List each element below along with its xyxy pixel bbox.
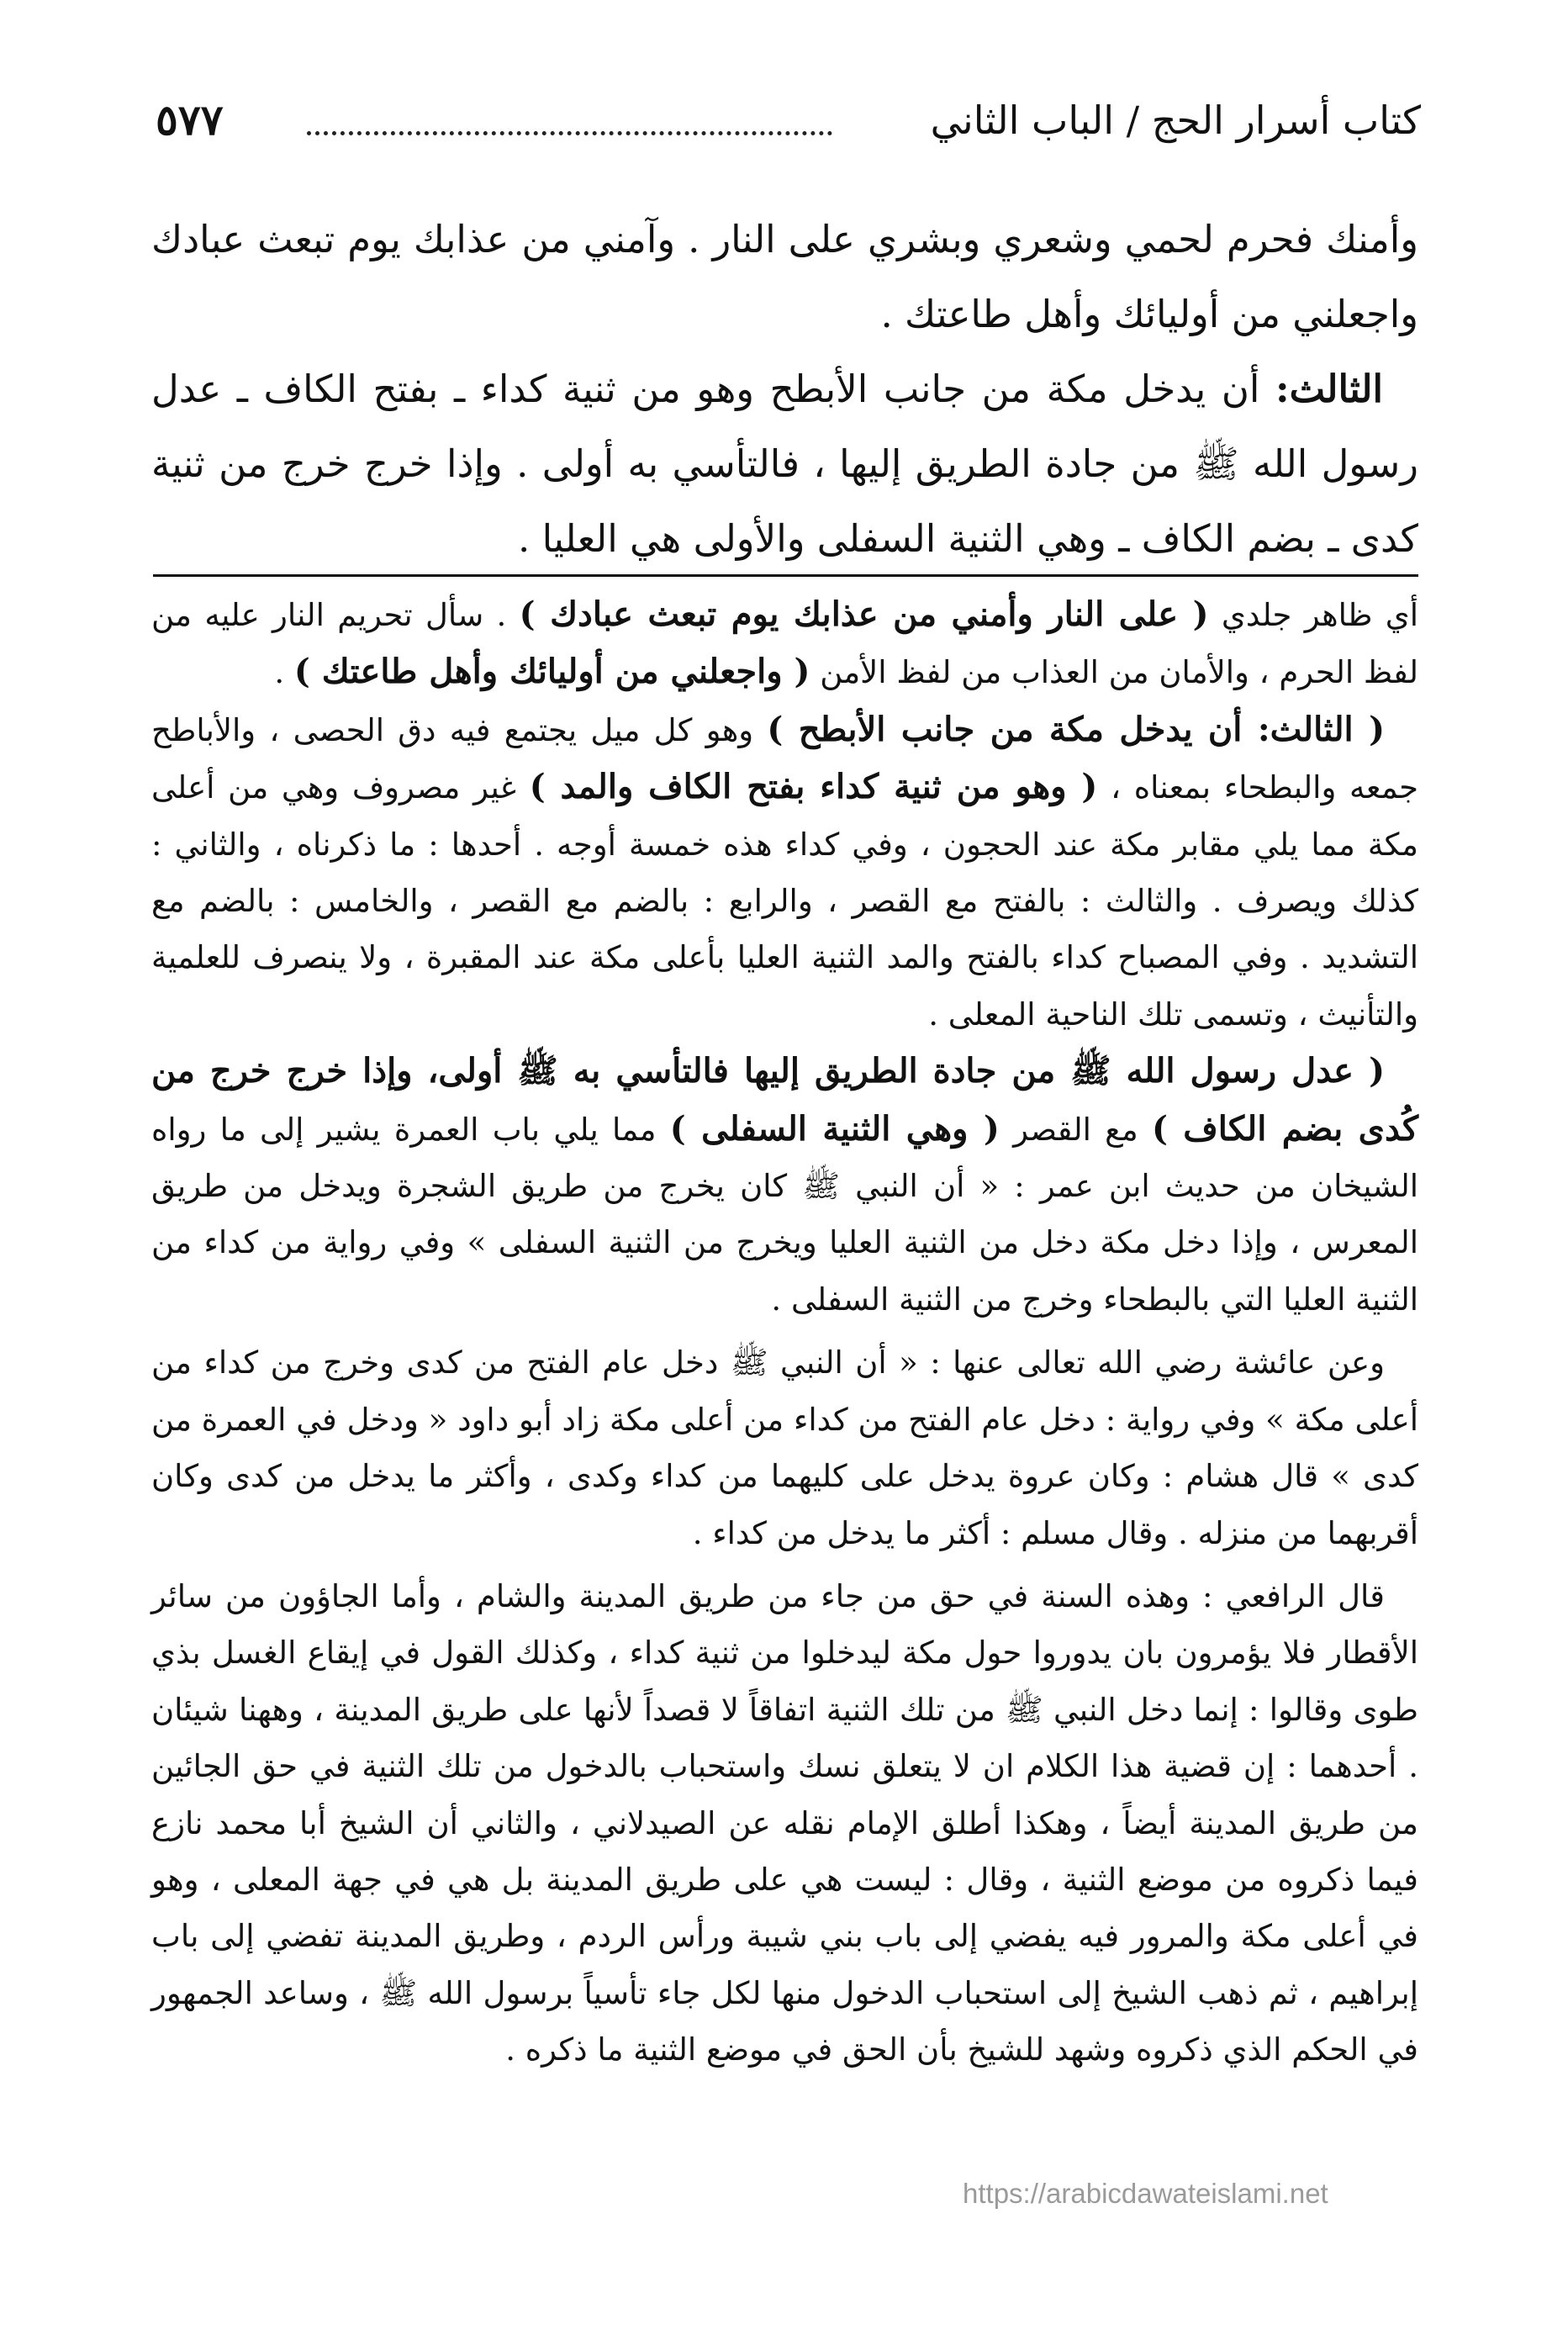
commentary-paragraph-3 bbox=[151, 1043, 1418, 1328]
commentary-quote: ( واجعلني من أوليائك وأهل طاعتك ) bbox=[293, 652, 810, 692]
commentary-paragraph-4: وعن عائشة رضي الله تعالى عنها : « أن النبي ﷺ دخل عام الفتح من كدى وخرج من كداء من أعلى مكة » وفي رواية : دخل عام الفتح من كداء من أعلى مكة زاد أبو داود « ودخل في العمرة من كدى » قال هشام : وكان عروة يدخل على كليهما من كداء وكدى ، وأكثر ما يدخل من كدى وكان أقربهما من منزله . وقال مسلم : أكثر ما يدخل من كداء . bbox=[151, 1344, 1418, 1551]
commentary-text: وهو كل ميل يجتمع فيه دق الحصى ، والأباطح جمعه والبطحاء بمعناه ، bbox=[151, 711, 1418, 806]
commentary-quote: ( عدل رسول الله ﷺ من جادة الطريق إليها فالتأسي به ﷺ أولى، وإذا خرج خرج من كُدى بضم الكاف ) bbox=[151, 1051, 1419, 1149]
commentary-paragraph-5: قال الرافعي : وهذه السنة في حق من جاء من طريق المدينة والشام ، وأما الجاؤون من سائر الأقطار فلا يؤمرون بان يدوروا حول مكة ليدخلوا من ثنية كداء ، وكذلك القول في إيقاع الغسل بذي طوى وقالوا : إنما دخل النبي ﷺ من تلك الثنية اتفاقاً لا قصداً لأنها على طريق المدينة ، وههنا شيئان . أحدهما : إن قضية هذا الكلام ان لا يتعلق نسك واستحباب بالدخول من تلك الثنية في حق الجائين من طريق المدينة أيضاً ، وهكذا أطلق الإمام نقله عن الصيدلاني ، والثاني أن الشيخ أبا محمد نازع فيما ذكروه من موضع الثنية ، وقال : ليست هي على طريق المدينة بل هي في جهة المعلى ، وهو في أعلى مكة والمرور فيه يفضي إلى باب بني شيبة ورأس الردم ، وطريق المدينة تفضي إلى باب إبراهيم ، ثم ذهب الشيخ إلى استحباب الدخول منها لكل جاء تأسياً برسول الله ﷺ ، وساعد الجمهور في الحكم الذي ذكروه وشهد للشيخ بأن الحق في موضع الثنية ما ذكره . bbox=[151, 1577, 1418, 2068]
main-paragraph-2-text: أن يدخل مكة من جانب الأبطح وهو من ثنية كداء ـ بفتح الكاف ـ عدل رسول الله ﷺ من جادة الطريق إليها ، فالتأسي به أولى . وإذا خرج خرج من ثنية كدى ـ بضم الكاف ـ وهي الثنية السفلى والأولى هي العليا . bbox=[151, 367, 1418, 561]
commentary-text: مما يلي باب العمرة يشير إلى ما رواه الشيخان من حديث ابن عمر : « أن النبي ﷺ كان يخرج من طريق الشجرة ويدخل من طريق المعرس ، وإذا دخل مكة دخل من الثنية العليا ويخرج من الثنية السفلى » وفي رواية من كداء من الثنية العليا التي بالبطحاء وخرج من الثنية السفلى . bbox=[151, 1111, 1418, 1318]
commentary-quote: ( وهو من ثنية كداء بفتح الكاف والمد ) bbox=[529, 767, 1098, 807]
page-number: ٥٧٧ bbox=[156, 95, 224, 145]
main-paragraph-2-label: الثالث: bbox=[1275, 367, 1383, 411]
commentary-quote: ( الثالث: أن يدخل مكة من جانب الأبطح ) bbox=[767, 709, 1385, 749]
leader-dots bbox=[307, 82, 832, 135]
commentary-text: غير مصروف وهي من أعلى مكة مما يلي مقابر مكة عند الحجون ، وفي كداء هذه خمسة أوجه . أحدها : ما ذكرناه ، والثاني : كذلك ويصرف . والثالث : بالفتح مع القصر ، والرابع : بالضم مع القصر ، والخامس : بالضم مع التشديد . وفي المصباح كداء بالفتح والمد الثنية العليا بأعلى مكة عند المقبرة ، ولا ينصرف للعلمية والتأنيث ، وتسمى تلك الناحية المعلى . bbox=[151, 769, 1418, 1033]
footnote-divider bbox=[153, 574, 1418, 577]
commentary-text: . bbox=[274, 654, 294, 691]
main-paragraph-2 bbox=[151, 351, 1418, 576]
commentary-quote: ( وهي الثنية السفلى ) bbox=[669, 1108, 1000, 1149]
commentary-text: أي ظاهر جلدي bbox=[1208, 597, 1418, 633]
main-text bbox=[151, 202, 1418, 576]
commentary-paragraph-1 bbox=[151, 586, 1418, 701]
chapter-title: كتاب أسرار الحج / الباب الثاني bbox=[930, 98, 1421, 143]
commentary-paragraph-2 bbox=[151, 701, 1418, 1043]
commentary-text: مع القصر bbox=[999, 1111, 1152, 1148]
commentary bbox=[151, 586, 1418, 2079]
commentary-text: . سأل تحريم النار عليه من لفظ الحرم ، والأمان من العذاب من لفظ الأمن bbox=[151, 597, 1418, 691]
running-header bbox=[156, 82, 1421, 158]
main-paragraph-1: وأمنك فحرم لحمي وشعري وبشري على النار . وآمني من عذابك يوم تبعث عبادك واجعلني من أوليائك وأهل طاعتك . bbox=[151, 217, 1418, 336]
website-watermark: https://arabicdawateislami.net bbox=[963, 2178, 1328, 2209]
commentary-quote: ( على النار وأمني من عذابك يوم تبعث عبادك ) bbox=[519, 594, 1209, 634]
